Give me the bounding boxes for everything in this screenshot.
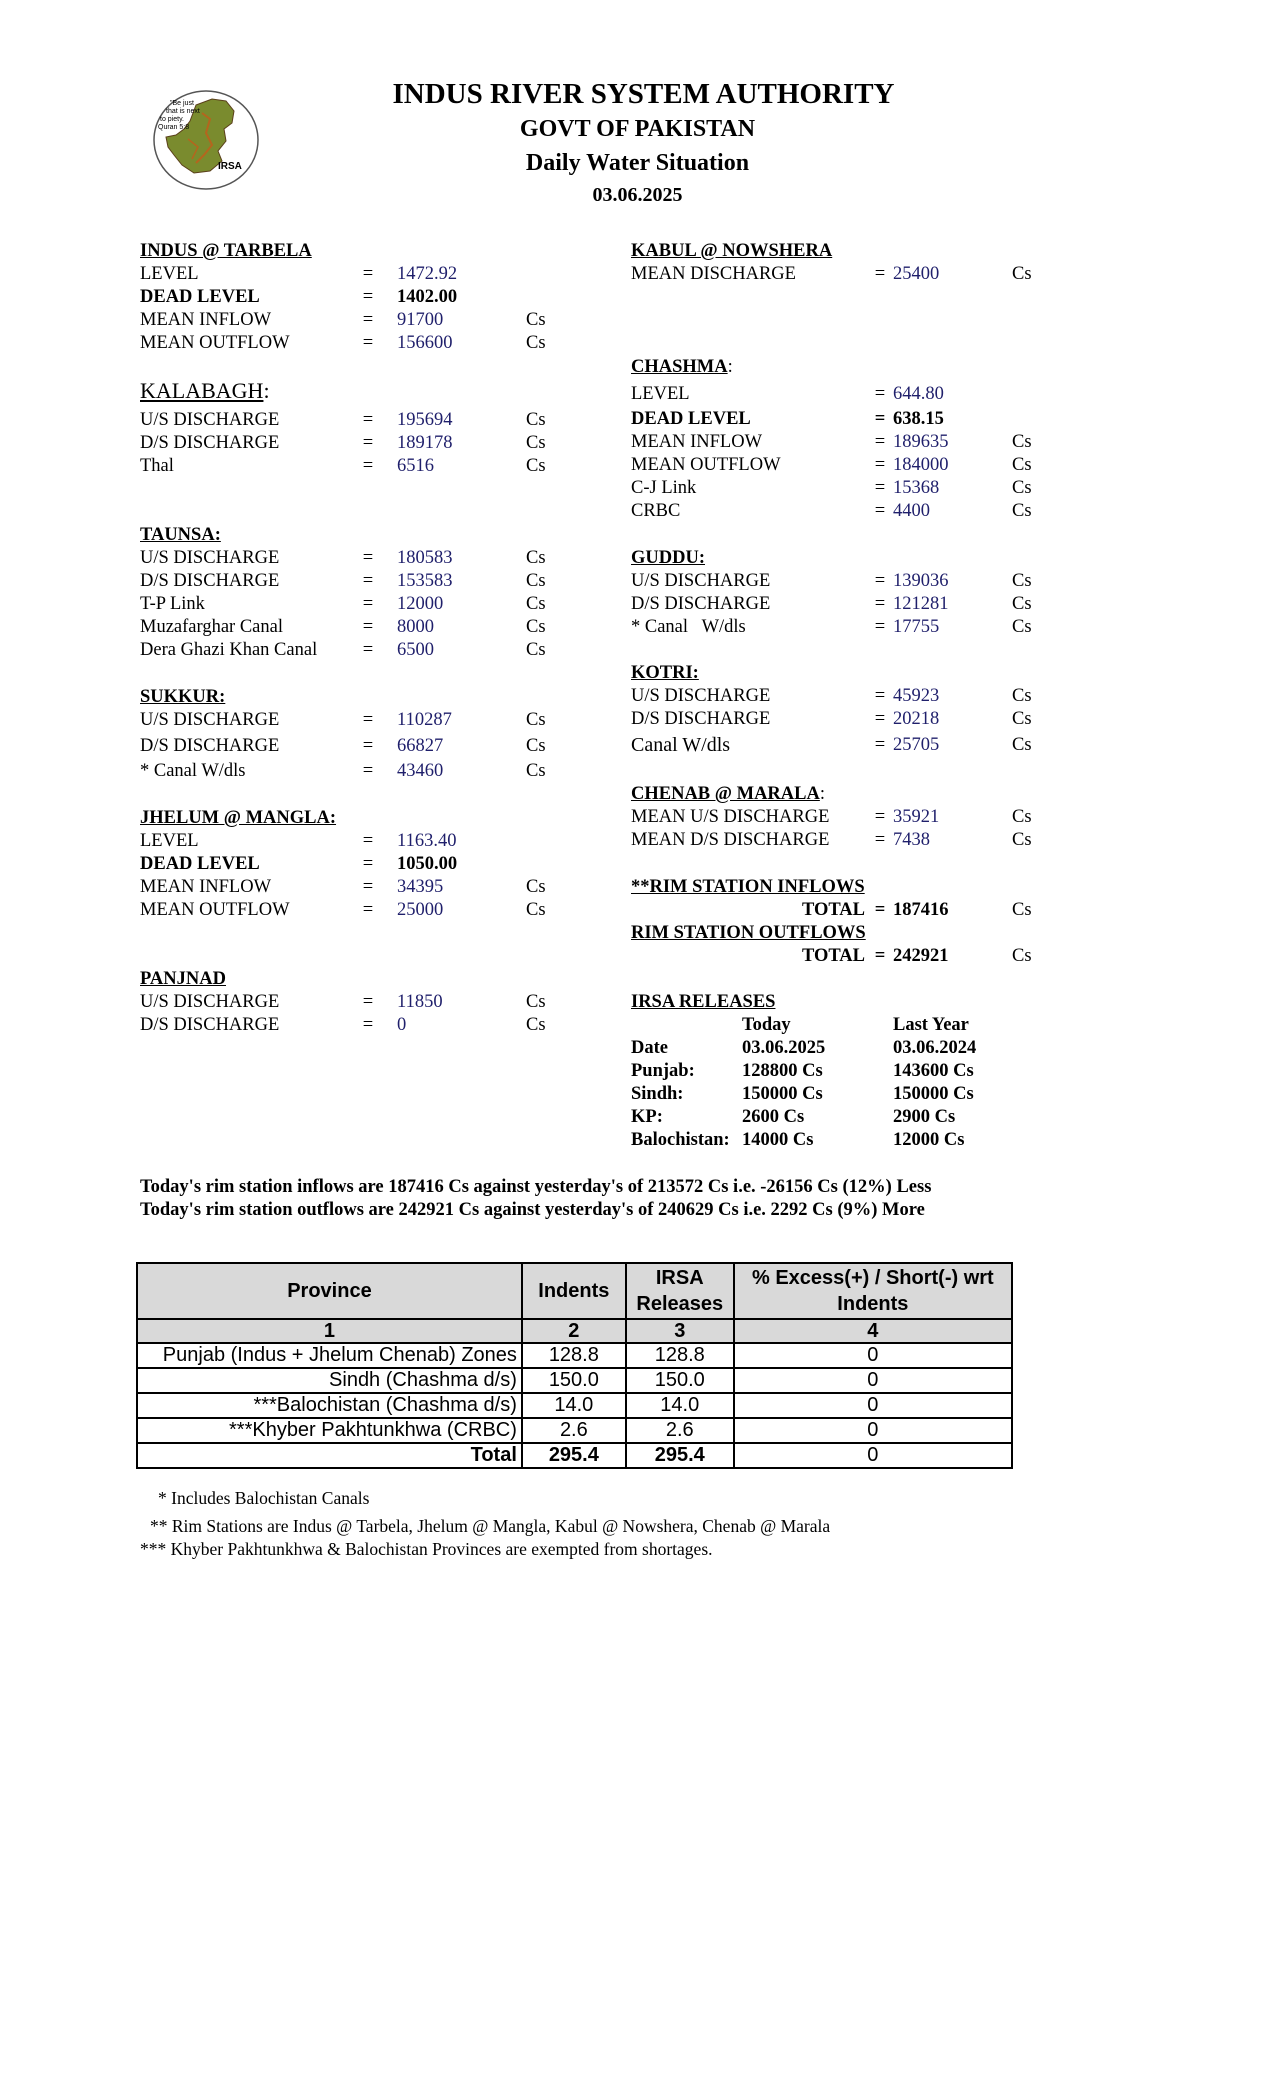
kotri-ds-label: D/S DISCHARGE xyxy=(631,709,771,729)
equals: = xyxy=(874,735,886,755)
tarbela-level-value: 1472.92 xyxy=(397,264,458,284)
mangla-dead-label: DEAD LEVEL xyxy=(140,854,260,874)
equals: = xyxy=(874,946,886,966)
pct-cell: 0 xyxy=(734,1418,1012,1443)
equals: = xyxy=(362,831,374,851)
kalabagh-title-wrap xyxy=(140,380,270,402)
mangla-inflow-value: 34395 xyxy=(397,877,444,897)
mangla-inflow-label: MEAN INFLOW xyxy=(140,877,272,897)
unit: Cs xyxy=(526,640,546,660)
taunsa-us-label: U/S DISCHARGE xyxy=(140,548,280,568)
kalabagh-thal-value: 6516 xyxy=(397,456,434,476)
unit: Cs xyxy=(526,736,546,756)
releases-cell: 150.0 xyxy=(626,1368,734,1393)
chashma-level-label: LEVEL xyxy=(631,384,690,404)
marala-us-label: MEAN U/S DISCHARGE xyxy=(631,807,830,827)
unit: Cs xyxy=(1012,900,1032,920)
page-subtitle: GOVT OF PAKISTAN xyxy=(519,116,756,142)
unit: Cs xyxy=(1012,455,1032,475)
panjnad-title: PANJNAD xyxy=(140,969,226,989)
equals: = xyxy=(874,686,886,706)
chashma-title: CHASHMA xyxy=(631,357,728,377)
equals: = xyxy=(874,384,886,404)
kalabagh-thal-label: Thal xyxy=(140,456,174,476)
equals: = xyxy=(874,571,886,591)
equals: = xyxy=(362,640,374,660)
unit: Cs xyxy=(526,456,546,476)
kalabagh-colon: : xyxy=(263,378,270,403)
taunsa-muz-label: Muzafarghar Canal xyxy=(140,617,283,637)
releases-row-label: Sindh: xyxy=(631,1084,684,1104)
pct-cell: 0 xyxy=(734,1343,1012,1368)
equals: = xyxy=(874,432,886,452)
kotri-canal-label: Canal W/dls xyxy=(631,734,731,756)
equals: = xyxy=(874,900,886,920)
pct-cell: 0 xyxy=(734,1393,1012,1418)
table-row xyxy=(137,1343,1012,1368)
guddu-ds-value: 121281 xyxy=(893,594,949,614)
unit: Cs xyxy=(1012,264,1032,284)
unit: Cs xyxy=(526,992,546,1012)
svg-text:"Be just: "Be just xyxy=(170,100,194,107)
chashma-title-wrap xyxy=(631,356,733,378)
releases-row-today: 2600 Cs xyxy=(742,1107,805,1127)
taunsa-us-value: 180583 xyxy=(397,548,453,568)
unit: Cs xyxy=(1012,686,1032,706)
unit: Cs xyxy=(1012,830,1032,850)
table-row xyxy=(137,1393,1012,1418)
svg-text:Quran 5:8: Quran 5:8 xyxy=(158,124,190,131)
panjnad-ds-label: D/S DISCHARGE xyxy=(140,1015,280,1035)
sukkur-canal-value: 43460 xyxy=(397,761,444,781)
guddu-canal-label: * Canal W/dls xyxy=(631,617,746,637)
releases-row-last: 12000 Cs xyxy=(893,1130,965,1150)
mangla-outflow-label: MEAN OUTFLOW xyxy=(140,900,290,920)
province-cell: Punjab (Indus + Jhelum Chenab) Zones xyxy=(137,1343,522,1368)
chashma-inflow-value: 189635 xyxy=(893,432,949,452)
unit: Cs xyxy=(1012,432,1032,452)
unit: Cs xyxy=(526,877,546,897)
table-index: 3 xyxy=(626,1319,734,1343)
sukkur-ds-label: D/S DISCHARGE xyxy=(140,736,280,756)
footnote-1: * Includes Balochistan Canals xyxy=(158,1488,370,1508)
releases-row-today: 03.06.2025 xyxy=(742,1038,826,1058)
mangla-title: JHELUM @ MANGLA: xyxy=(140,808,337,828)
page-title: INDUS RIVER SYSTEM AUTHORITY xyxy=(392,78,895,110)
equals: = xyxy=(362,710,374,730)
unit: Cs xyxy=(526,333,546,353)
releases-row-label: Punjab: xyxy=(631,1061,695,1081)
report-date: 03.06.2025 xyxy=(592,184,683,206)
chashma-crbc-value: 4400 xyxy=(893,501,930,521)
equals: = xyxy=(874,807,886,827)
mangla-level-value: 1163.40 xyxy=(397,831,457,851)
svg-text:to piety.: to piety. xyxy=(160,116,184,123)
equals: = xyxy=(362,736,374,756)
guddu-title: GUDDU: xyxy=(631,548,705,568)
chashma-dead-label: DEAD LEVEL xyxy=(631,409,751,429)
equals: = xyxy=(362,877,374,897)
releases-row-today: 150000 Cs xyxy=(742,1084,823,1104)
marala-title-wrap xyxy=(631,783,825,805)
unit: Cs xyxy=(1012,617,1032,637)
rim-inflows-total-label: TOTAL xyxy=(801,900,865,920)
rim-inflows-total: 187416 xyxy=(893,900,949,920)
equals: = xyxy=(874,830,886,850)
equals: = xyxy=(362,594,374,614)
svg-text:that is next: that is next xyxy=(166,108,200,115)
chashma-level-value: 644.80 xyxy=(893,384,944,404)
chashma-outflow-value: 184000 xyxy=(893,455,949,475)
table-header: Province xyxy=(137,1263,522,1319)
unit: Cs xyxy=(526,310,546,330)
mangla-level-label: LEVEL xyxy=(140,831,199,851)
mangla-outflow-value: 25000 xyxy=(397,900,444,920)
tarbela-dead-value: 1402.00 xyxy=(397,287,458,307)
report-title: Daily Water Situation xyxy=(525,150,750,176)
kabul-mean-label: MEAN DISCHARGE xyxy=(631,264,796,284)
equals: = xyxy=(874,617,886,637)
unit: Cs xyxy=(1012,501,1032,521)
equals: = xyxy=(362,571,374,591)
releases-row-last: 03.06.2024 xyxy=(893,1038,977,1058)
equals: = xyxy=(362,761,374,781)
panjnad-us-value: 11850 xyxy=(397,992,443,1012)
releases-title: IRSA RELEASES xyxy=(631,992,776,1012)
unit: Cs xyxy=(1012,807,1032,827)
equals: = xyxy=(362,548,374,568)
unit: Cs xyxy=(526,433,546,453)
chashma-crbc-label: CRBC xyxy=(631,501,681,521)
chashma-cj-value: 15368 xyxy=(893,478,940,498)
province-cell: ***Khyber Pakhtunkhwa (CRBC) xyxy=(137,1418,522,1443)
unit: Cs xyxy=(1012,478,1032,498)
kotri-us-label: U/S DISCHARGE xyxy=(631,686,771,706)
footnote-2: ** Rim Stations are Indus @ Tarbela, Jhelum @ Mangla, Kabul @ Nowshera, Chenab @ Marala xyxy=(150,1516,831,1536)
table-index: 2 xyxy=(522,1319,626,1343)
equals: = xyxy=(362,264,374,284)
tarbela-dead-label: DEAD LEVEL xyxy=(140,287,260,307)
guddu-us-value: 139036 xyxy=(893,571,949,591)
kalabagh-ds-label: D/S DISCHARGE xyxy=(140,433,280,453)
indents-cell: 128.8 xyxy=(522,1343,626,1368)
guddu-us-label: U/S DISCHARGE xyxy=(631,571,771,591)
tarbela-inflow-value: 91700 xyxy=(397,310,444,330)
total-label: Total xyxy=(137,1443,522,1468)
taunsa-tp-label: T-P Link xyxy=(140,594,205,614)
unit: Cs xyxy=(1012,946,1032,966)
equals: = xyxy=(362,333,374,353)
equals: = xyxy=(362,617,374,637)
releases-row-last: 150000 Cs xyxy=(893,1084,974,1104)
indents-cell: 14.0 xyxy=(522,1393,626,1418)
unit: Cs xyxy=(526,571,546,591)
table-row xyxy=(137,1368,1012,1393)
rim-inflows-title: **RIM STATION INFLOWS xyxy=(631,877,865,897)
kalabagh-ds-value: 189178 xyxy=(397,433,453,453)
equals: = xyxy=(362,410,374,430)
table-header: Indents xyxy=(522,1263,626,1319)
mangla-dead-value: 1050.00 xyxy=(397,854,458,874)
releases-cell: 14.0 xyxy=(626,1393,734,1418)
kotri-title: KOTRI: xyxy=(631,663,699,683)
equals: = xyxy=(362,310,374,330)
taunsa-ds-label: D/S DISCHARGE xyxy=(140,571,280,591)
tarbela-level-label: LEVEL xyxy=(140,264,199,284)
equals: = xyxy=(362,900,374,920)
chashma-outflow-label: MEAN OUTFLOW xyxy=(631,455,781,475)
table-index: 4 xyxy=(734,1319,1012,1343)
kotri-us-value: 45923 xyxy=(893,686,940,706)
releases-row-today: 128800 Cs xyxy=(742,1061,823,1081)
releases-row-label: KP: xyxy=(631,1107,663,1127)
equals: = xyxy=(362,287,374,307)
table-row xyxy=(137,1418,1012,1443)
rim-outflows-total: 242921 xyxy=(893,946,949,966)
rim-outflows-total-label: TOTAL xyxy=(801,946,865,966)
tarbela-inflow-label: MEAN INFLOW xyxy=(140,310,272,330)
svg-text:IRSA: IRSA xyxy=(218,161,242,172)
kotri-ds-value: 20218 xyxy=(893,709,940,729)
equals: = xyxy=(362,433,374,453)
chashma-dead-value: 638.15 xyxy=(893,409,944,429)
sukkur-us-value: 110287 xyxy=(397,710,452,730)
sukkur-canal-label: * Canal W/dls xyxy=(140,761,246,781)
kabul-mean-value: 25400 xyxy=(893,264,940,284)
unit: Cs xyxy=(526,710,546,730)
total-indents: 295.4 xyxy=(522,1443,626,1468)
releases-col-today: Today xyxy=(742,1015,791,1035)
pct-cell: 0 xyxy=(734,1368,1012,1393)
total-releases: 295.4 xyxy=(626,1443,734,1468)
equals: = xyxy=(362,992,374,1012)
releases-cell: 2.6 xyxy=(626,1418,734,1443)
unit: Cs xyxy=(526,548,546,568)
tarbela-title: INDUS @ TARBELA xyxy=(140,241,312,261)
unit: Cs xyxy=(1012,571,1032,591)
province-cell: ***Balochistan (Chashma d/s) xyxy=(137,1393,522,1418)
guddu-canal-value: 17755 xyxy=(893,617,940,637)
unit: Cs xyxy=(1012,709,1032,729)
equals: = xyxy=(874,409,886,429)
chashma-colon: : xyxy=(727,357,733,377)
equals: = xyxy=(874,709,886,729)
kalabagh-title: KALABAGH xyxy=(140,378,264,403)
marala-us-value: 35921 xyxy=(893,807,940,827)
taunsa-dgk-value: 6500 xyxy=(397,640,434,660)
unit: Cs xyxy=(526,594,546,614)
province-table xyxy=(136,1262,1013,1469)
unit: Cs xyxy=(1012,594,1032,614)
unit: Cs xyxy=(526,1015,546,1035)
equals: = xyxy=(362,456,374,476)
summary-inflows: Today's rim station inflows are 187416 Cs against yesterday's of 213572 Cs i.e. -26156 Cs (12%) Less xyxy=(140,1177,932,1197)
indents-cell: 150.0 xyxy=(522,1368,626,1393)
releases-row-today: 14000 Cs xyxy=(742,1130,814,1150)
table-total-row xyxy=(137,1443,1012,1468)
panjnad-us-label: U/S DISCHARGE xyxy=(140,992,280,1012)
chashma-cj-label: C-J Link xyxy=(631,478,697,498)
unit: Cs xyxy=(526,900,546,920)
indents-cell: 2.6 xyxy=(522,1418,626,1443)
tarbela-outflow-value: 156600 xyxy=(397,333,453,353)
unit: Cs xyxy=(526,617,546,637)
taunsa-muz-value: 8000 xyxy=(397,617,434,637)
table-header: % Excess(+) / Short(-) wrt Indents xyxy=(734,1263,1012,1319)
equals: = xyxy=(362,1015,374,1035)
equals: = xyxy=(874,594,886,614)
kalabagh-us-label: U/S DISCHARGE xyxy=(140,410,280,430)
panjnad-ds-value: 0 xyxy=(397,1015,407,1035)
marala-ds-value: 7438 xyxy=(893,830,930,850)
table-header: IRSA Releases xyxy=(626,1263,734,1319)
sukkur-us-label: U/S DISCHARGE xyxy=(140,710,280,730)
equals: = xyxy=(874,478,886,498)
taunsa-title: TAUNSA: xyxy=(140,525,221,545)
marala-colon: : xyxy=(819,784,825,804)
releases-row-label: Date xyxy=(631,1038,668,1058)
total-pct: 0 xyxy=(734,1443,1012,1468)
releases-row-last: 143600 Cs xyxy=(893,1061,974,1081)
unit: Cs xyxy=(526,761,546,781)
sukkur-title: SUKKUR: xyxy=(140,687,226,707)
marala-ds-label: MEAN D/S DISCHARGE xyxy=(631,830,830,850)
kabul-title: KABUL @ NOWSHERA xyxy=(631,241,833,261)
equals: = xyxy=(362,854,374,874)
equals: = xyxy=(874,264,886,284)
chashma-inflow-label: MEAN INFLOW xyxy=(631,432,763,452)
unit: Cs xyxy=(1012,735,1032,755)
unit: Cs xyxy=(526,410,546,430)
footnote-3: *** Khyber Pakhtunkhwa & Balochistan Provinces are exempted from shortages. xyxy=(140,1539,713,1559)
sukkur-ds-value: 66827 xyxy=(397,736,444,756)
kotri-canal-value: 25705 xyxy=(893,735,940,755)
summary-outflows: Today's rim station outflows are 242921 Cs against yesterday's of 240629 Cs i.e. 2292 Cs (9%) More xyxy=(140,1200,925,1220)
taunsa-tp-value: 12000 xyxy=(397,594,444,614)
releases-row-last: 2900 Cs xyxy=(893,1107,956,1127)
tarbela-outflow-label: MEAN OUTFLOW xyxy=(140,333,290,353)
releases-col-last: Last Year xyxy=(893,1015,969,1035)
rim-outflows-title: RIM STATION OUTFLOWS xyxy=(631,923,866,943)
kalabagh-us-value: 195694 xyxy=(397,410,453,430)
releases-cell: 128.8 xyxy=(626,1343,734,1368)
equals: = xyxy=(874,501,886,521)
table-index: 1 xyxy=(137,1319,522,1343)
equals: = xyxy=(874,455,886,475)
guddu-ds-label: D/S DISCHARGE xyxy=(631,594,771,614)
taunsa-ds-value: 153583 xyxy=(397,571,453,591)
marala-title: CHENAB @ MARALA xyxy=(631,784,820,804)
taunsa-dgk-label: Dera Ghazi Khan Canal xyxy=(140,640,318,660)
releases-row-label: Balochistan: xyxy=(631,1130,730,1150)
province-cell: Sindh (Chashma d/s) xyxy=(137,1368,522,1393)
